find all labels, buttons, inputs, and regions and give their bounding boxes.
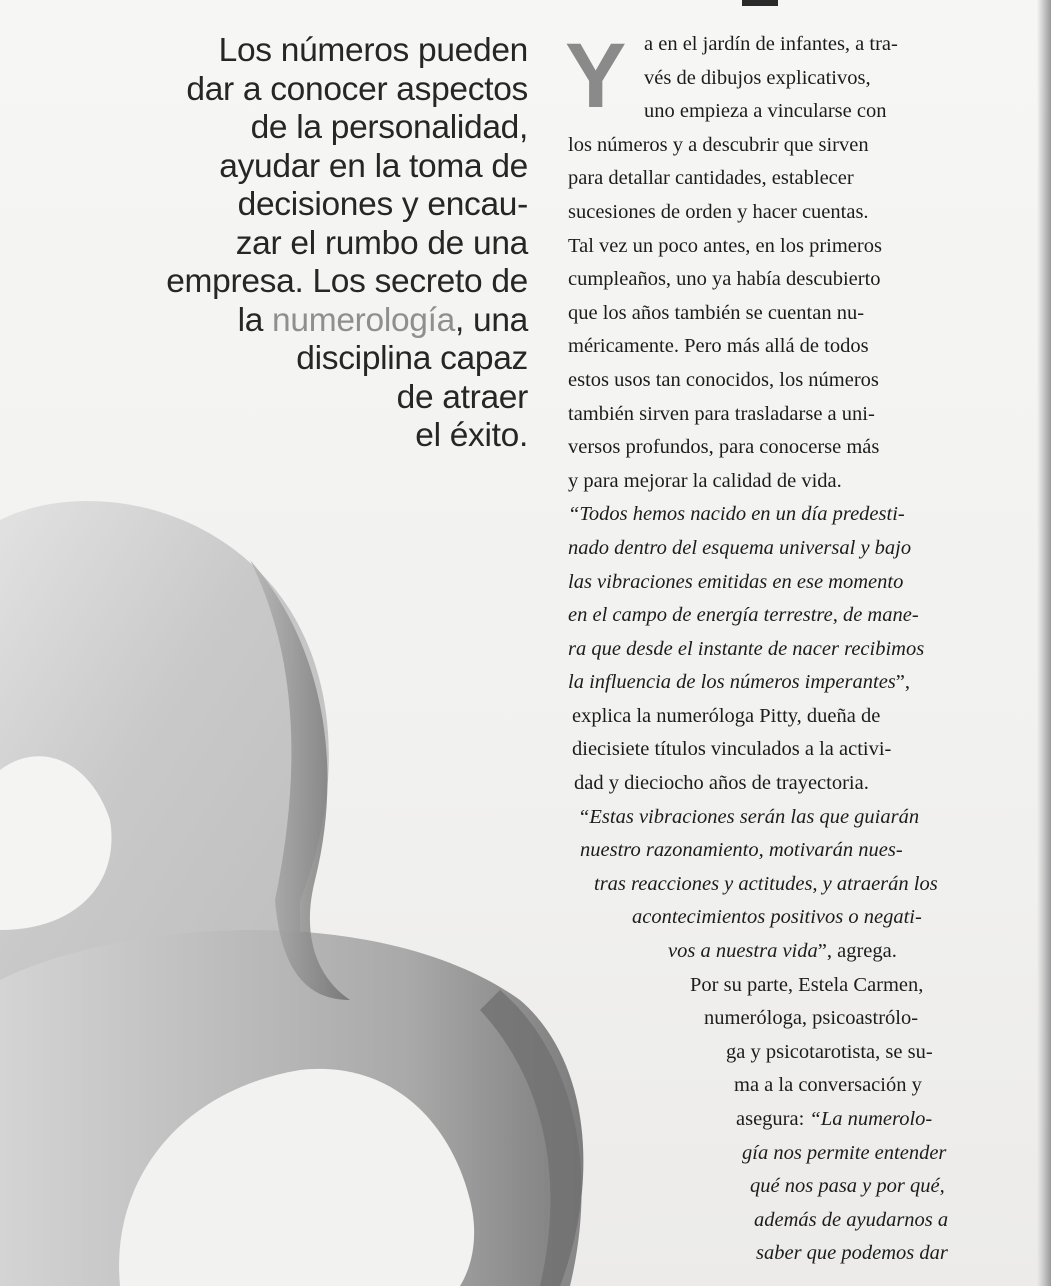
body-text: “Todos hemos nacido en un día predesti- [568, 503, 905, 526]
body-text: vos a nuestra vida [668, 940, 818, 963]
body-line [568, 1069, 994, 1103]
body-text: también sirven para trasladarse a uni- [568, 402, 875, 425]
body-text: ”, [895, 671, 911, 694]
body-text: diecisiete títulos vinculados a la activi- [572, 738, 892, 761]
body-text: qué nos pasa y por qué, [750, 1175, 945, 1198]
body-line [568, 162, 994, 196]
headline-line: empresa. Los secreto de [166, 263, 528, 300]
body-text: gía nos permite entender [742, 1141, 947, 1164]
body-line [568, 868, 994, 902]
body-line [568, 733, 994, 767]
body-line [568, 498, 994, 532]
body-line [568, 129, 994, 163]
body-text: Por su parte, Estela Carmen, [690, 973, 924, 996]
body-text: ga y psicotarotista, se su- [726, 1040, 933, 1063]
body-text: en el campo de energía terrestre, de mane- [568, 604, 919, 627]
scan-edge-shadow [1037, 0, 1051, 1286]
body-line [568, 398, 994, 432]
headline-line: Los números pueden [218, 32, 528, 69]
headline-line: ayudar en la toma de [219, 147, 528, 185]
top-edge-mark [742, 0, 778, 6]
body-text: a en el jardín de infantes, a tra- [644, 33, 898, 55]
body-line [568, 633, 994, 667]
body-line [568, 700, 994, 734]
body-text: “La numerolo- [809, 1108, 933, 1130]
body-text: explica la numeróloga Pitty, dueña de [572, 704, 881, 727]
body-line [568, 1170, 994, 1204]
headline-line: disciplina capaz [296, 340, 528, 377]
body-line [568, 196, 994, 230]
body-line [568, 95, 994, 129]
body-text: méricamente. Pero más allá de todos [568, 335, 869, 358]
body-text: dad y dieciocho años de trayectoria. [574, 772, 869, 795]
drop-cap: Y [565, 25, 627, 127]
body-text: estos usos tan conocidos, los números [568, 368, 879, 391]
body-line [568, 28, 994, 62]
body-text: acontecimientos positivos o negati- [632, 906, 922, 929]
body-line [568, 330, 994, 364]
headline-line: zar el rumbo de una [235, 224, 528, 262]
body-line [568, 767, 994, 801]
body-text: los números y a descubrir que sirven [568, 133, 869, 156]
body-text: y para mejorar la calidad de vida. [568, 469, 842, 492]
body-text: sucesiones de orden y hacer cuentas. [568, 200, 869, 223]
headline-line: decisiones y encau- [237, 186, 528, 223]
body-line [568, 1103, 994, 1137]
body-line [568, 566, 994, 600]
body-text: la influencia de los números imperantes [568, 671, 896, 694]
body-text: que los años también se cuentan nu- [568, 301, 865, 324]
body-text: las vibraciones emitidas en ese momento [568, 570, 904, 593]
body-text: ”, agrega. [817, 940, 897, 963]
body-text: “Estas vibraciones serán las que guiarán [578, 805, 920, 828]
body-line [568, 431, 994, 465]
body-text: para detallar cantidades, establecer [568, 167, 854, 190]
body-line [568, 532, 994, 566]
body-line [568, 297, 994, 331]
body-text: numeróloga, psicoastrólo- [704, 1007, 919, 1030]
body-line [568, 1002, 994, 1036]
headline [100, 32, 528, 456]
body-text: nuestro razonamiento, motivarán nues- [580, 839, 903, 862]
body-line [568, 62, 994, 96]
headline-line [100, 302, 528, 341]
article-body [568, 28, 994, 1271]
headline-line: dar a conocer aspectos [186, 70, 528, 108]
headline-line: el éxito. [415, 417, 528, 454]
body-text: saber que podemos dar [756, 1242, 948, 1265]
headline-text: , una [454, 301, 528, 339]
body-line [568, 935, 994, 969]
body-line [568, 263, 994, 297]
headline-accent-word: numerología [272, 301, 455, 339]
body-text: vés de dibujos explicativos, [644, 66, 871, 89]
body-line [568, 1137, 994, 1171]
body-line [568, 801, 994, 835]
body-line [568, 599, 994, 633]
body-text: ma a la conversación y [734, 1074, 922, 1097]
body-line [568, 364, 994, 398]
body-line [568, 901, 994, 935]
body-text: asegura: [736, 1108, 810, 1130]
body-text: ra que desde el instante de nacer recibimos [568, 637, 925, 660]
body-text: tras reacciones y actitudes, y atraerán los [594, 872, 938, 895]
body-line [568, 230, 994, 264]
body-line [568, 1237, 994, 1271]
body-text: Tal vez un poco antes, en los primeros [568, 234, 882, 257]
body-text: versos profundos, para conocerse más [568, 436, 880, 459]
body-line [568, 834, 994, 868]
body-text: uno empieza a vincularse con [644, 100, 887, 123]
body-text: cumpleaños, uno ya había descubierto [568, 268, 881, 291]
body-text: además de ayudarnos a [754, 1208, 949, 1231]
body-line [568, 1036, 994, 1070]
headline-text: la [237, 301, 273, 339]
headline-line: de atraer [396, 378, 528, 416]
headline-line: de la personalidad, [250, 109, 528, 146]
body-line [568, 1204, 994, 1238]
body-text: nado dentro del esquema universal y bajo [568, 536, 912, 559]
body-line [568, 465, 994, 499]
body-line [568, 969, 994, 1003]
body-line [568, 666, 994, 700]
